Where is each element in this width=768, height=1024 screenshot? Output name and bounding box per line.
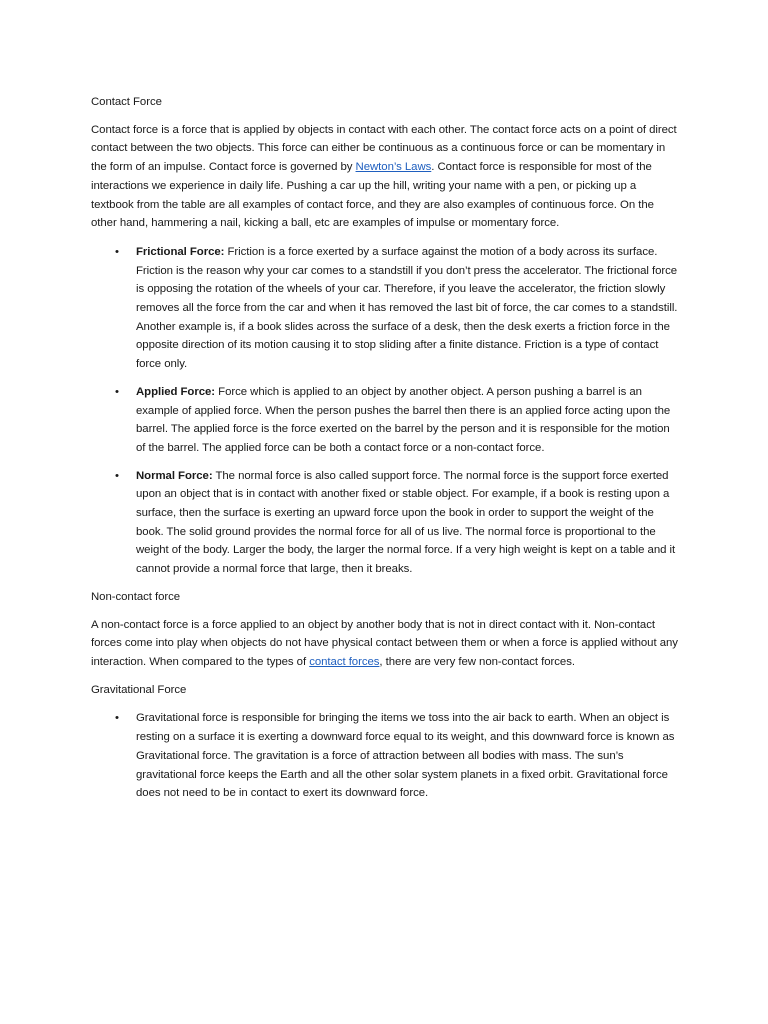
newtons-laws-link[interactable]: Newton’s Laws xyxy=(355,161,432,174)
list-item-gravitational-force xyxy=(91,709,681,803)
gravitational-force-list xyxy=(91,709,681,803)
normal-force-text: The normal force is also called support force. The normal force is the support force exerted upon an object that is in contact with another fixed or stable object. For example, if a book is resting upon a surface, then the surface is exerting an upward force upon the book in order to support the weight of the book. The solid ground provides the normal force for all of us live. The normal force is proportional to the weight of the body. Larger the body, the larger the normal force. If a very high weight is kept on a table and it cannot provide a normal force that large, then it breaks. xyxy=(136,469,676,576)
paragraph-contact-intro xyxy=(91,121,681,233)
list-item-normal-force xyxy=(91,467,681,579)
bullet-icon: • xyxy=(115,385,119,398)
document-page xyxy=(91,93,681,812)
bullet-icon: • xyxy=(115,712,119,725)
term-frictional-force: Frictional Force: xyxy=(136,245,225,258)
contact-force-list xyxy=(91,243,681,579)
gravitational-force-text: Gravitational force is responsible for bringing the items we toss into the air back to earth. When an object is resting on a surface it is exerting a downward force equal to its weight, and this downward force is known as Gravitational force. The gravitation is a force of attraction between all bodies with mass. The sun’s gravitational force keeps the Earth and all the other solar system planets in a fixed orbit. Gravitational force does not need to be in contact to exert its downward force. xyxy=(136,712,675,800)
non-contact-intro-text: A non-contact force is a force applied to an object by another body that is not in direct contact with it. Non-contact forces come into play when objects do not have physical contact between them or when a force is applied without any interaction. When compared to the types of xyxy=(91,618,678,668)
heading-non-contact-force: Non-contact force xyxy=(91,590,181,603)
bullet-icon: • xyxy=(115,469,119,482)
frictional-force-text: Friction is a force exerted by a surface against the motion of a body across its surface. Friction is the reason why your car comes to a standstill if you don’t press the accelerator. The frictional force is opposing the rotation of the wheels of your car. Therefore, if you leave the accelerator, the friction slowly removes all the force from the car and when it has removed the last bit of force, the car comes to a standstill. Another example is, if a book slides across the surface of a desk, then the desk exerts a friction force in the opposite direction of its motion causing it to stop sliding after a finite distance. Friction is a type of contact force only. xyxy=(136,245,678,371)
contact-intro-text: Contact force is a force that is applied by objects in contact with each other. The contact force acts on a point of direct contact between the two objects. This force can either be continuous as a continuous force or can be momentary in the form of an impulse. Contact force is governed by xyxy=(91,123,677,174)
paragraph-non-contact-intro xyxy=(91,616,681,672)
heading-contact-force: Contact Force xyxy=(91,96,162,108)
heading-gravitational-force: Gravitational Force xyxy=(91,683,187,696)
applied-force-text: Force which is applied to an object by another object. A person pushing a barrel is an example of applied force. When the person pushes the barrel then there is an applied force acting upon the barrel. The applied force is the force exerted on the barrel by the person and it is responsible for the motion of the barrel. The applied force can be both a contact force or a non-contact force. xyxy=(136,385,671,454)
non-contact-intro-text-cont: , there are very few non-contact forces. xyxy=(379,655,575,668)
bullet-icon: • xyxy=(115,245,119,258)
list-item-applied-force xyxy=(91,383,681,458)
term-applied-force: Applied Force: xyxy=(136,385,216,398)
list-item-frictional-force xyxy=(91,243,681,374)
term-normal-force: Normal Force: xyxy=(136,469,213,482)
contact-intro-text-cont: . Contact force is responsible for most of the interactions we experience in daily life. Pushing a car up the hill, writing your name with a pen, or picking up a textbook from the table are all examples of contact force, and they are also examples of continuous force. On the other hand, hammering a nail, kicking a ball, etc are examples of impulse or momentary force. xyxy=(91,161,654,230)
contact-forces-link[interactable]: contact forces xyxy=(309,655,380,668)
